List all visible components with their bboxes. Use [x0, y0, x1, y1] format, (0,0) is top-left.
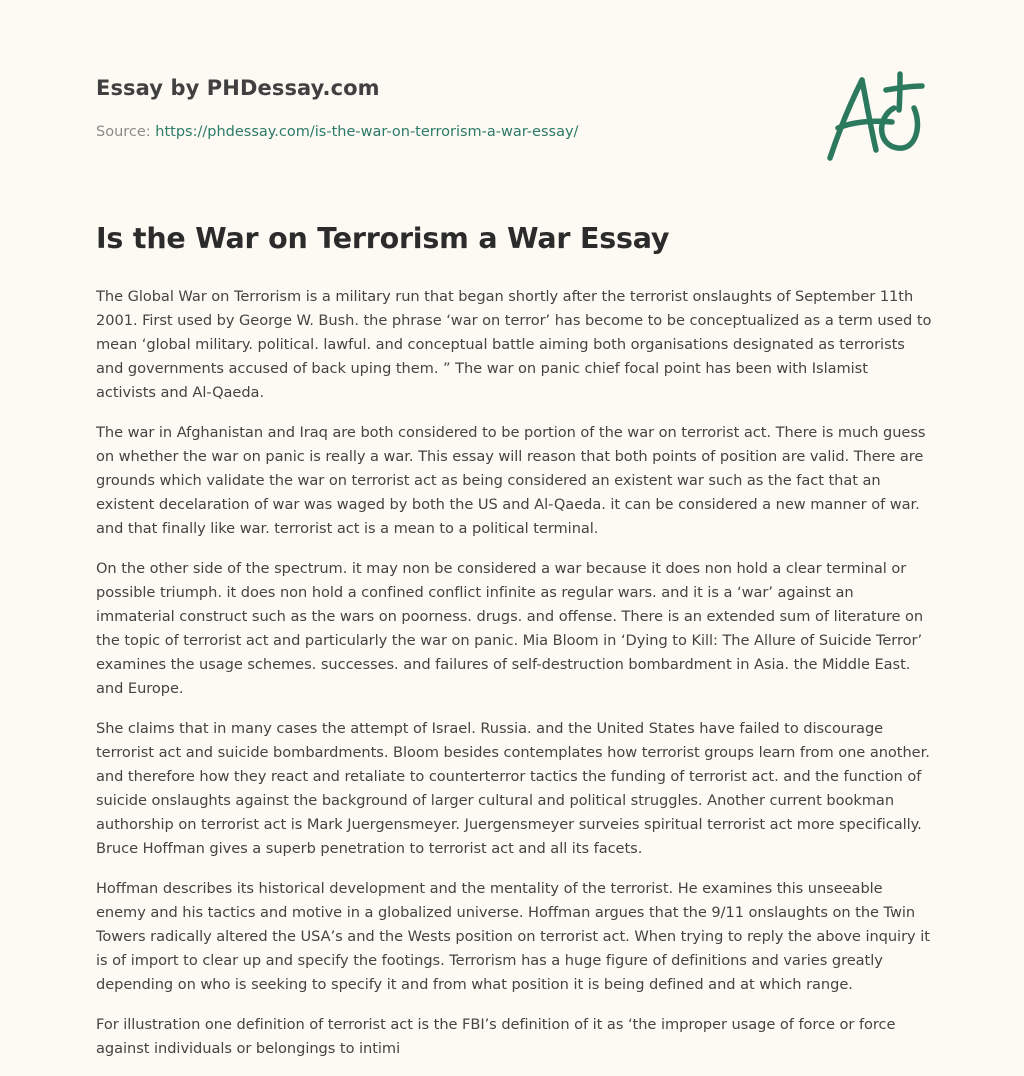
a-plus-grade-icon	[818, 66, 930, 166]
essay-paragraph: The war in Afghanistan and Iraq are both considered to be portion of the war on terrorist act. There is much guess on whether the war on panic is really a war. This essay will reason that both points of position are valid. There are grounds which validate the war on terrorist act as being considered an existent war such as the fact that an existent decelaration of war was waged by both the US and Al-Qaeda. it can be considered a new manner of war. and that finally like war. terrorist act is a mean to a political terminal.	[96, 424, 926, 537]
essay-paragraph: The Global War on Terrorism is a military run that began shortly after the terrorist onslaughts of September 11th 2001. First used by George W. Bush. the phrase ‘war on terror’ has become to be conceptualized as a term used to mean ‘global military. political. lawful. and conceptual battle aiming both organisations designated as terrorists and governments accused of back uping them. ” The war on panic chief focal point has been with Islamist activists and Al-Qaeda.	[96, 288, 932, 401]
source-link[interactable]: https://phdessay.com/is-the-war-on-terrorism-a-war-essay/	[155, 124, 579, 140]
essay-paragraph: She claims that in many cases the attempt of Israel. Russia. and the United States have failed to discourage terrorist act and suicide bombardments. Bloom besides contemplates how terrorist groups learn from one another. and therefore how they react and retaliate to counterterror tactics the funding of terrorist act. and the function of suicide onslaughts against the background of larger cultural and political struggles. Another current bookman authorship on terrorist act is Mark Juergensmeyer. Juergensmeyer surveies spiritual terrorist act more specifically. Bruce Hoffman gives a superb penetration to terrorist act and all its facets.	[96, 720, 930, 857]
essay-title: Is the War on Terrorism a War Essay	[96, 222, 670, 255]
source-label: Source:	[96, 124, 151, 140]
site-brand: Essay by PHDessay.com	[96, 76, 380, 100]
essay-paragraph: Hoffman describes its historical development and the mentality of the terrorist. He examines this unseeable enemy and his tactics and motive in a globalized universe. Hoffman argues that the 9/11 onslaughts on the Twin Towers radically altered the USA’s and the Wests position on terrorist act. When trying to reply the above inquiry it is of import to clear up and specify the footings. Terrorism has a huge figure of definitions and varies greatly depending on who is seeking to specify it and from what position it is being defined and at which range.	[96, 880, 930, 993]
essay-paragraph: On the other side of the spectrum. it may non be considered a war because it does non hold a clear terminal or possible triumph. it does non hold a confined conflict infinite as regular wars. and it is a ‘war’ against an immaterial construct such as the wars on poorness. drugs. and offense. There is an extended sum of literature on the topic of terrorist act and particularly the war on panic. Mia Bloom in ‘Dying to Kill: The Allure of Suicide Terror’ examines the usage schemes. successes. and failures of self-destruction bombardment in Asia. the Middle East. and Europe.	[96, 560, 924, 697]
essay-body	[96, 285, 932, 1076]
source-line	[96, 124, 578, 140]
essay-paragraph: For illustration one definition of terrorist act is the FBI’s definition of it as ‘the improper usage of force or force against individuals or belongings to intimi	[96, 1016, 896, 1057]
